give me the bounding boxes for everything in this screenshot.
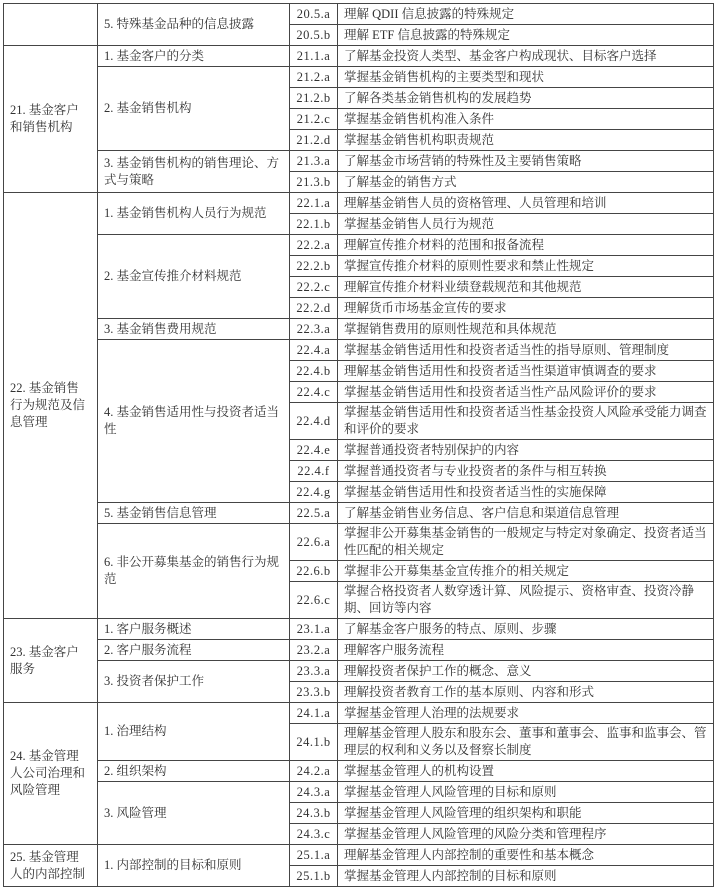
outline-row bbox=[4, 845, 714, 866]
outline-row bbox=[4, 524, 714, 561]
requirement-code-cell: 22.6.c bbox=[290, 582, 338, 619]
chapter-cell: 25. 基金管理人的内部控制 bbox=[4, 845, 98, 887]
requirement-desc-cell: 理解基金销售适用性和投资者适当性渠道审慎调查的要求 bbox=[338, 361, 714, 382]
requirement-code-cell: 24.3.b bbox=[290, 803, 338, 824]
chapter-cell: 23. 基金客户服务 bbox=[4, 619, 98, 703]
outline-row bbox=[4, 640, 714, 661]
requirement-desc-cell: 理解投资者保护工作的概念、意义 bbox=[338, 661, 714, 682]
requirement-code-cell: 20.5.a bbox=[290, 4, 338, 25]
requirement-code-cell: 22.6.a bbox=[290, 524, 338, 561]
requirement-desc-cell: 掌握基金管理人风险管理的风险分类和管理程序 bbox=[338, 824, 714, 845]
requirement-code-cell: 22.4.a bbox=[290, 340, 338, 361]
requirement-code-cell: 22.4.f bbox=[290, 461, 338, 482]
section-cell: 3. 基金销售机构的销售理论、方式与策略 bbox=[98, 151, 290, 193]
requirement-code-cell: 23.1.a bbox=[290, 619, 338, 640]
table-edge-stub bbox=[3, 3, 4, 7]
section-cell: 2. 基金宣传推介材料规范 bbox=[98, 235, 290, 319]
requirement-code-cell: 22.4.d bbox=[290, 403, 338, 440]
requirement-code-cell: 20.5.b bbox=[290, 25, 338, 46]
requirement-desc-cell: 掌握合格投资者人数穿透计算、风险提示、资格审查、投资冷静期、回访等内容 bbox=[338, 582, 714, 619]
chapter-cell: 22. 基金销售行为规范及信息管理 bbox=[4, 193, 98, 619]
section-cell: 1. 基金销售机构人员行为规范 bbox=[98, 193, 290, 235]
outline-row bbox=[4, 340, 714, 361]
section-cell: 3. 基金销售费用规范 bbox=[98, 319, 290, 340]
requirement-desc-cell: 了解基金客户服务的特点、原则、步骤 bbox=[338, 619, 714, 640]
section-cell: 3. 投资者保护工作 bbox=[98, 661, 290, 703]
section-cell: 1. 内部控制的目标和原则 bbox=[98, 845, 290, 887]
outline-row bbox=[4, 703, 714, 724]
chapter-cell: 24. 基金管理人公司治理和风险管理 bbox=[4, 703, 98, 845]
outline-row bbox=[4, 151, 714, 172]
requirement-desc-cell: 了解基金的销售方式 bbox=[338, 172, 714, 193]
requirement-code-cell: 22.3.a bbox=[290, 319, 338, 340]
outline-table-body bbox=[4, 4, 714, 887]
requirement-code-cell: 22.6.b bbox=[290, 561, 338, 582]
requirement-desc-cell: 掌握基金销售适用性和投资者适当性的指导原则、管理制度 bbox=[338, 340, 714, 361]
requirement-desc-cell: 掌握基金销售人员行为规范 bbox=[338, 214, 714, 235]
requirement-desc-cell: 掌握宣传推介材料的原则性要求和禁止性规定 bbox=[338, 256, 714, 277]
requirement-desc-cell: 了解各类基金销售机构的发展趋势 bbox=[338, 88, 714, 109]
exam-outline-table bbox=[3, 3, 714, 887]
requirement-desc-cell: 掌握基金管理人风险管理的组织架构和职能 bbox=[338, 803, 714, 824]
requirement-desc-cell: 掌握基金销售机构的主要类型和现状 bbox=[338, 67, 714, 88]
requirement-desc-cell: 掌握基金管理人治理的法规要求 bbox=[338, 703, 714, 724]
requirement-code-cell: 22.4.g bbox=[290, 482, 338, 503]
requirement-desc-cell: 理解货币市场基金宣传的要求 bbox=[338, 298, 714, 319]
section-cell: 5. 基金销售信息管理 bbox=[98, 503, 290, 524]
chapter-cell: 21. 基金客户和销售机构 bbox=[4, 46, 98, 193]
requirement-desc-cell: 理解基金管理人内部控制的重要性和基本概念 bbox=[338, 845, 714, 866]
outline-row bbox=[4, 761, 714, 782]
section-cell: 3. 风险管理 bbox=[98, 782, 290, 845]
section-cell: 1. 客户服务概述 bbox=[98, 619, 290, 640]
requirement-code-cell: 21.2.c bbox=[290, 109, 338, 130]
requirement-desc-cell: 掌握基金销售适用性和投资者适当性产品风险评价的要求 bbox=[338, 382, 714, 403]
section-cell: 2. 客户服务流程 bbox=[98, 640, 290, 661]
requirement-code-cell: 23.3.a bbox=[290, 661, 338, 682]
requirement-code-cell: 22.2.b bbox=[290, 256, 338, 277]
requirement-desc-cell: 掌握普通投资者与专业投资者的条件与相互转换 bbox=[338, 461, 714, 482]
section-cell: 2. 组织架构 bbox=[98, 761, 290, 782]
table-edge-stub bbox=[97, 3, 98, 7]
requirement-code-cell: 24.1.a bbox=[290, 703, 338, 724]
section-cell: 2. 基金销售机构 bbox=[98, 67, 290, 151]
requirement-desc-cell: 理解客户服务流程 bbox=[338, 640, 714, 661]
requirement-code-cell: 24.3.c bbox=[290, 824, 338, 845]
requirement-desc-cell: 理解投资者教育工作的基本原则、内容和形式 bbox=[338, 682, 714, 703]
requirement-code-cell: 22.1.a bbox=[290, 193, 338, 214]
outline-row bbox=[4, 193, 714, 214]
requirement-desc-cell: 掌握基金销售适用性和投资者适当性基金投资人风险承受能力调查和评价的要求 bbox=[338, 403, 714, 440]
outline-row bbox=[4, 619, 714, 640]
outline-row bbox=[4, 661, 714, 682]
requirement-code-cell: 22.4.b bbox=[290, 361, 338, 382]
requirement-desc-cell: 掌握基金销售机构准入条件 bbox=[338, 109, 714, 130]
requirement-code-cell: 22.1.b bbox=[290, 214, 338, 235]
table-edge-stub bbox=[289, 3, 290, 7]
outline-row bbox=[4, 782, 714, 803]
requirement-desc-cell: 掌握基金销售机构职责规范 bbox=[338, 130, 714, 151]
requirement-desc-cell: 掌握基金销售适用性和投资者适当性的实施保障 bbox=[338, 482, 714, 503]
requirement-desc-cell: 掌握非公开募集基金宣传推介的相关规定 bbox=[338, 561, 714, 582]
requirement-desc-cell: 理解基金管理人股东和股东会、董事和董事会、监事和监事会、管理层的权利和义务以及督察长制度 bbox=[338, 724, 714, 761]
requirement-code-cell: 22.2.d bbox=[290, 298, 338, 319]
requirement-desc-cell: 了解基金投资人类型、基金客户构成现状、目标客户选择 bbox=[338, 46, 714, 67]
requirement-desc-cell: 了解基金销售业务信息、客户信息和渠道信息管理 bbox=[338, 503, 714, 524]
requirement-code-cell: 23.3.b bbox=[290, 682, 338, 703]
requirement-code-cell: 24.1.b bbox=[290, 724, 338, 761]
requirement-desc-cell: 了解基金市场营销的特殊性及主要销售策略 bbox=[338, 151, 714, 172]
outline-row bbox=[4, 4, 714, 25]
requirement-desc-cell: 掌握基金管理人内部控制的目标和原则 bbox=[338, 866, 714, 887]
requirement-code-cell: 21.1.a bbox=[290, 46, 338, 67]
outline-row bbox=[4, 67, 714, 88]
requirement-desc-cell: 掌握非公开募集基金销售的一般规定与特定对象确定、投资者适当性匹配的相关规定 bbox=[338, 524, 714, 561]
requirement-desc-cell: 掌握基金管理人风险管理的目标和原则 bbox=[338, 782, 714, 803]
requirement-desc-cell: 掌握销售费用的原则性规范和具体规范 bbox=[338, 319, 714, 340]
requirement-code-cell: 22.5.a bbox=[290, 503, 338, 524]
requirement-code-cell: 21.3.a bbox=[290, 151, 338, 172]
requirement-code-cell: 22.2.c bbox=[290, 277, 338, 298]
section-cell: 1. 基金客户的分类 bbox=[98, 46, 290, 67]
document-page bbox=[0, 3, 716, 883]
requirement-code-cell: 23.2.a bbox=[290, 640, 338, 661]
requirement-desc-cell: 理解 ETF 信息披露的特殊规定 bbox=[338, 25, 714, 46]
requirement-code-cell: 21.2.a bbox=[290, 67, 338, 88]
requirement-code-cell: 22.4.c bbox=[290, 382, 338, 403]
requirement-code-cell: 25.1.b bbox=[290, 866, 338, 887]
outline-row bbox=[4, 46, 714, 67]
requirement-desc-cell: 掌握普通投资者特别保护的内容 bbox=[338, 440, 714, 461]
chapter-cell bbox=[4, 4, 98, 46]
requirement-desc-cell: 理解宣传推介材料的范围和报备流程 bbox=[338, 235, 714, 256]
requirement-code-cell: 21.3.b bbox=[290, 172, 338, 193]
requirement-desc-cell: 掌握基金管理人的机构设置 bbox=[338, 761, 714, 782]
requirement-code-cell: 21.2.b bbox=[290, 88, 338, 109]
requirement-code-cell: 22.4.e bbox=[290, 440, 338, 461]
requirement-desc-cell: 理解宣传推介材料业绩登载规范和其他规范 bbox=[338, 277, 714, 298]
outline-row bbox=[4, 235, 714, 256]
section-cell: 6. 非公开募集基金的销售行为规范 bbox=[98, 524, 290, 619]
requirement-code-cell: 24.3.a bbox=[290, 782, 338, 803]
requirement-code-cell: 24.2.a bbox=[290, 761, 338, 782]
requirement-desc-cell: 理解 QDII 信息披露的特殊规定 bbox=[338, 4, 714, 25]
section-cell: 4. 基金销售适用性与投资者适当性 bbox=[98, 340, 290, 503]
section-cell: 5. 特殊基金品种的信息披露 bbox=[98, 4, 290, 46]
outline-row bbox=[4, 319, 714, 340]
requirement-desc-cell: 理解基金销售人员的资格管理、人员管理和培训 bbox=[338, 193, 714, 214]
requirement-code-cell: 22.2.a bbox=[290, 235, 338, 256]
section-cell: 1. 治理结构 bbox=[98, 703, 290, 761]
requirement-code-cell: 25.1.a bbox=[290, 845, 338, 866]
outline-row bbox=[4, 503, 714, 524]
requirement-code-cell: 21.2.d bbox=[290, 130, 338, 151]
